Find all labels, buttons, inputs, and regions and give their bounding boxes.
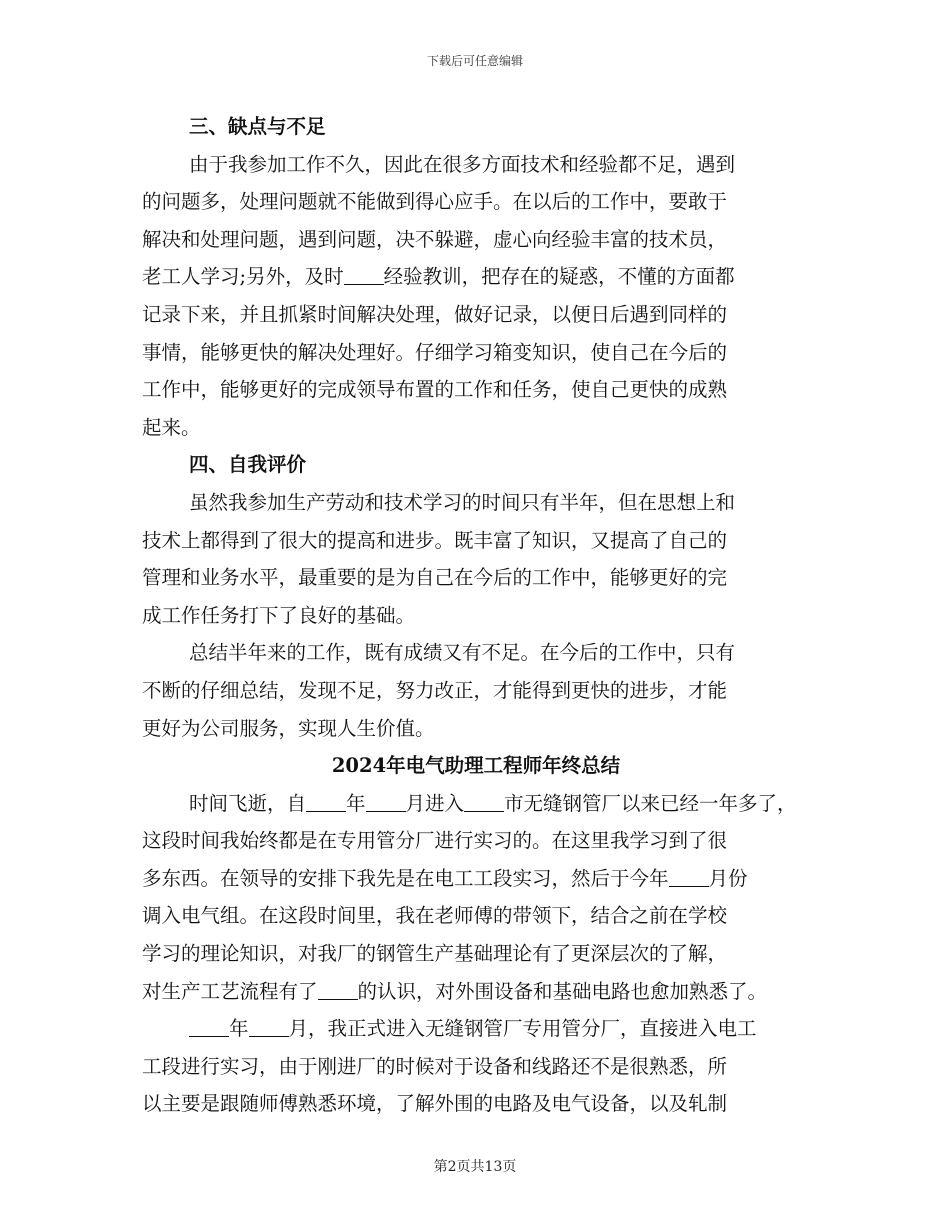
text-fragment: 市无缝钢管厂以来已经一年多了， bbox=[504, 791, 797, 815]
text-line: 总结半年来的工作，既有成绩又有不足。在今后的工作中，只有 bbox=[189, 641, 736, 665]
text-line: 调入电气组。在这段时间里，我在老师傅的带领下，结合之前在学校 bbox=[142, 904, 728, 928]
text-line: 技术上都得到了很大的提高和进步。既丰富了知识，又提高了自己的 bbox=[142, 528, 728, 552]
fill-blank bbox=[318, 977, 358, 1000]
text-line bbox=[142, 860, 810, 898]
text-line: 事情，能够更快的解决处理好。仔细学习箱变知识，使自己在今后的 bbox=[142, 340, 728, 364]
text-line: 学习的理论知识，对我厂的钢管生产基础理论有了更深层次的了解， bbox=[142, 942, 728, 966]
section-4-heading: 四、自我评价 bbox=[189, 453, 307, 477]
text-line: 这段时间我始终都是在专用管分厂进行实习的。在这里我学习到了很 bbox=[142, 829, 728, 853]
article-paragraph-2 bbox=[142, 1010, 810, 1123]
text-fragment: 月，我正式进入无缝钢管厂专用管分厂，直接进入电工 bbox=[288, 1017, 757, 1041]
section-4-paragraph-2 bbox=[142, 634, 810, 747]
text-line: 以主要是跟随师傅熟悉环境，了解外围的电路及电气设备，以及轧制 bbox=[142, 1092, 728, 1116]
text-fragment: 对生产工艺流程有了 bbox=[142, 979, 318, 1003]
section-3-paragraph bbox=[142, 146, 810, 447]
section-3-heading: 三、缺点与不足 bbox=[189, 115, 326, 138]
text-line: 管理和业务水平，最重要的是为自己在今后的工作中，能够更好的完 bbox=[142, 566, 728, 590]
text-fragment: 的认识，对外围设备和基础电路也愈加熟悉了。 bbox=[357, 979, 768, 1003]
article-title: 2024年电气助理工程师年终总结 bbox=[331, 754, 621, 778]
article-paragraph-1 bbox=[142, 785, 810, 1011]
text-fragment: 月进入 bbox=[405, 791, 465, 815]
text-fragment: 月份 bbox=[708, 866, 748, 890]
fill-blank bbox=[344, 262, 384, 285]
text-line bbox=[142, 973, 810, 1011]
fill-blank bbox=[366, 789, 406, 812]
text-fragment: 经验教训，把存在的疑惑，不懂的方面都 bbox=[383, 265, 735, 289]
text-line: 更好为公司服务，实现人生价值。 bbox=[142, 716, 435, 740]
text-line: 的问题多，处理问题就不能做到得心应手。在以后的工作中，要敢于 bbox=[142, 190, 728, 214]
page-number-footer: 第2页共13页 bbox=[433, 1159, 517, 1175]
text-line: 工作中，能够更好的完成领导布置的工作和任务，使自己更快的成熟 bbox=[142, 378, 728, 402]
text-line: 虽然我参加生产劳动和技术学习的时间只有半年，但在思想上和 bbox=[189, 490, 736, 514]
text-line bbox=[142, 1010, 810, 1048]
fill-blank bbox=[669, 864, 709, 887]
text-line: 记录下来，并且抓紧时间解决处理，做好记录，以便日后遇到同样的 bbox=[142, 302, 728, 326]
text-line bbox=[142, 785, 810, 823]
fill-blank bbox=[464, 789, 504, 812]
text-line: 成工作任务打下了良好的基础。 bbox=[142, 603, 416, 627]
text-line: 工段进行实习，由于刚进厂的时候对于设备和线路还不是很熟悉，所 bbox=[142, 1054, 728, 1078]
text-line: 解决和处理问题，遇到问题，决不躲避，虚心向经验丰富的技术员， bbox=[142, 227, 728, 251]
document-body bbox=[142, 108, 810, 1123]
page-header-note: 下载后可任意编辑 bbox=[426, 54, 523, 68]
fill-blank bbox=[249, 1014, 289, 1037]
fill-blank bbox=[189, 1014, 229, 1037]
text-fragment: 时间飞逝，自 bbox=[189, 791, 307, 815]
section-4-paragraph-1 bbox=[142, 484, 810, 634]
fill-blank bbox=[306, 789, 346, 812]
text-line: 由于我参加工作不久，因此在很多方面技术和经验都不足，遇到 bbox=[189, 152, 736, 176]
text-fragment: 多东西。在领导的安排下我先是在电工工段实习，然后于今年 bbox=[142, 866, 669, 890]
text-fragment: 年 bbox=[229, 1017, 249, 1041]
text-line bbox=[142, 258, 810, 296]
text-fragment: 老工人学习;另外，及时 bbox=[142, 265, 344, 289]
text-line: 不断的仔细总结，发现不足，努力改正，才能得到更快的进步，才能 bbox=[142, 678, 728, 702]
text-fragment: 年 bbox=[346, 791, 366, 815]
text-line: 起来。 bbox=[142, 415, 201, 439]
